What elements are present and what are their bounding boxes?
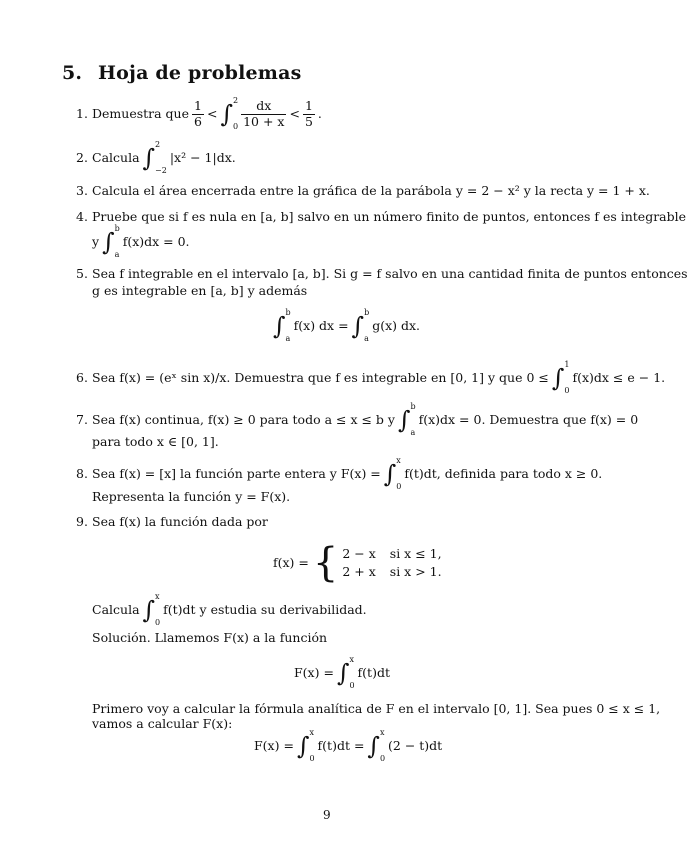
integral-limits [410,403,415,437]
problem-3-text: Calcula el área encerrada entre la gráfica de la parábola y = 2 − x² y la recta y = 1 + x. [92,183,650,198]
integral-sign: ∫ [367,732,380,760]
integral-sign: ∫ [383,460,397,488]
problem-9-number: 9. [76,514,88,529]
equation-lhs: f(x) dx = [293,317,349,333]
integrand: |x² − 1|dx. [169,149,236,165]
integral-lower-limit: a [114,250,120,259]
fraction-numerator: 1 [194,98,202,114]
integral-sign: ∫ [351,312,365,340]
integral-limits [364,309,369,343]
integrand: f(x)dx = 0. [122,233,190,249]
solution-equation-2 [254,728,442,764]
integral-limits [349,656,354,690]
integral-lower-limit: 0 [379,754,386,763]
page-number: 9 [323,808,331,822]
integral-lower-limit: 0 [232,122,239,131]
fraction-denominator: 10 + x [243,113,285,129]
integral-sign: ∫ [296,732,310,760]
problem-7-text-end: f(x)dx = 0. Demuestra que f(x) = 0 [418,411,639,427]
piecewise-lhs: f(x) = [273,554,309,570]
integral-upper-limit: b [285,308,291,317]
fraction-denominator: 5 [304,113,313,129]
fraction-integrand [241,99,286,129]
problem-8-number: 8. [76,466,88,481]
problem-1 [92,96,322,132]
integral-upper-limit: 1 [564,360,570,369]
equation-lhs: F(x) = [254,737,294,753]
fraction-numerator: 1 [304,98,313,114]
problem-2 [92,140,236,176]
fraction-one-fifth [303,99,315,129]
problem-5-line1: Sea f integrable en el intervalo [a, b]. Si g = f salvo en una cantidad finita de puntos entonces [92,266,688,281]
integral-limits [380,729,385,763]
problem-4-line1: Pruebe que si f es nula en [a, b] salvo en un número finito de puntos, entonces f es integrable [92,209,687,224]
integral-upper-limit: x [155,592,160,601]
piecewise-function [273,540,442,586]
integral-limits [564,361,569,395]
integral-lower-limit: 0 [155,618,161,627]
problem-7 [92,402,638,438]
fraction-denominator: 6 [194,113,202,129]
problem-4-line2 [92,224,190,260]
case-1-expression: 2 − x [342,546,376,561]
solution-intro: Solución. Llamemos F(x) a la función [92,630,328,645]
problem-8 [92,456,602,492]
equation-rhs: f(t)dt [357,664,390,680]
problem-9-line1: Sea f(x) la función dada por [92,514,268,529]
conjunction: y [92,233,100,249]
case-2-condition: si x > 1. [389,563,442,579]
integral-sign: ∫ [551,364,565,392]
problem-9-calculate [92,592,367,628]
integral-sign: ∫ [142,144,156,172]
fraction-one-sixth [192,99,204,129]
integral-limits [309,729,314,763]
solution-paragraph-line2: vamos a calcular F(x): [92,716,233,731]
solution-paragraph-line1: Primero voy a calcular la fórmula analítica de F en el intervalo [0, 1]. Sea pues 0 ≤ x ≤ 1, [92,701,661,716]
problem-5-number: 5. [76,266,88,281]
integral-lower-limit: 0 [309,754,315,763]
integral-limits [155,141,167,175]
integral-upper-limit: x [396,456,401,465]
integral-upper-limit: 2 [155,140,161,149]
problem-7-number: 7. [76,412,88,427]
problem-5-line2: g es integrable en [a, b] y además [92,283,308,298]
integral-limits [396,457,401,491]
period: . [317,105,322,121]
integral-upper-limit: x [349,655,354,664]
integral-lower-limit: −2 [155,166,167,175]
problem-4-number: 4. [76,209,88,224]
integral-sign: ∫ [142,596,156,624]
problem-1-number: 1. [76,106,88,121]
problem-7-line2: para todo x ∈ [0, 1]. [92,434,219,449]
integral-upper-limit: b [410,402,416,411]
piecewise-cases [342,548,441,578]
problem-6 [92,360,665,396]
section-title: Hoja de problemas [98,62,302,84]
integral-sign: ∫ [336,659,350,687]
calculate-text: Calcula [92,601,140,617]
equation-lhs: F(x) = [294,664,334,680]
integral-sign: ∫ [273,312,286,340]
problem-6-text-end: f(x)dx ≤ e − 1. [572,369,666,385]
problem-1-text: Demuestra que [92,105,190,121]
integral-lower-limit: 0 [564,386,570,395]
problem-6-number: 6. [76,370,88,385]
integral-lower-limit: a [410,428,416,437]
integral-limits [155,593,160,627]
integral-upper-limit: b [114,224,120,233]
less-than: < [289,105,300,121]
integral-upper-limit: b [364,308,370,317]
equation-rhs: (2 − t)dt [388,737,443,753]
integral-sign: ∫ [397,406,411,434]
integral-lower-limit: 0 [396,482,402,491]
integral-sign: ∫ [220,100,233,128]
less-than: < [206,105,218,121]
equation-middle: f(t)dt = [317,737,365,753]
problem-8-text: Sea f(x) = [x] la función parte entera y F(x) = [92,465,381,481]
equation-rhs: g(x) dx. [372,317,420,333]
problem-8-line2: Representa la función y = F(x). [92,489,291,504]
fraction-numerator: dx [241,99,286,114]
problem-5-equation [273,308,420,344]
case-1-condition: si x ≤ 1, [389,546,442,561]
integral-upper-limit: x [309,728,314,737]
section-number: 5. [62,62,83,84]
integral-limits [233,97,238,131]
integral-lower-limit: 0 [349,681,355,690]
problem-6-text: Sea f(x) = (eˣ sin x)/x. Demuestra que f es integrable en [0, 1] y que 0 ≤ [92,369,549,385]
problem-2-number: 2. [76,150,88,165]
problem-8-text-end: f(t)dt, definida para todo x ≥ 0. [404,465,603,481]
calculate-text-end: f(t)dt y estudia su derivabilidad. [163,601,367,617]
integral-sign: ∫ [102,228,115,256]
integral-upper-limit: 2 [232,96,239,105]
solution-equation-1 [294,655,390,691]
problem-7-text: Sea f(x) continua, f(x) ≥ 0 para todo a ≤ x ≤ b y [92,411,395,427]
integral-limits [286,309,291,343]
problem-3-number: 3. [76,183,88,198]
integral-upper-limit: x [379,728,385,737]
left-brace: { [312,540,339,586]
case-2-expression: 2 + x [342,563,376,579]
integral-limits [115,225,120,259]
problem-2-text: Calcula [92,149,140,165]
integral-lower-limit: a [364,334,369,343]
integral-lower-limit: a [285,334,291,343]
